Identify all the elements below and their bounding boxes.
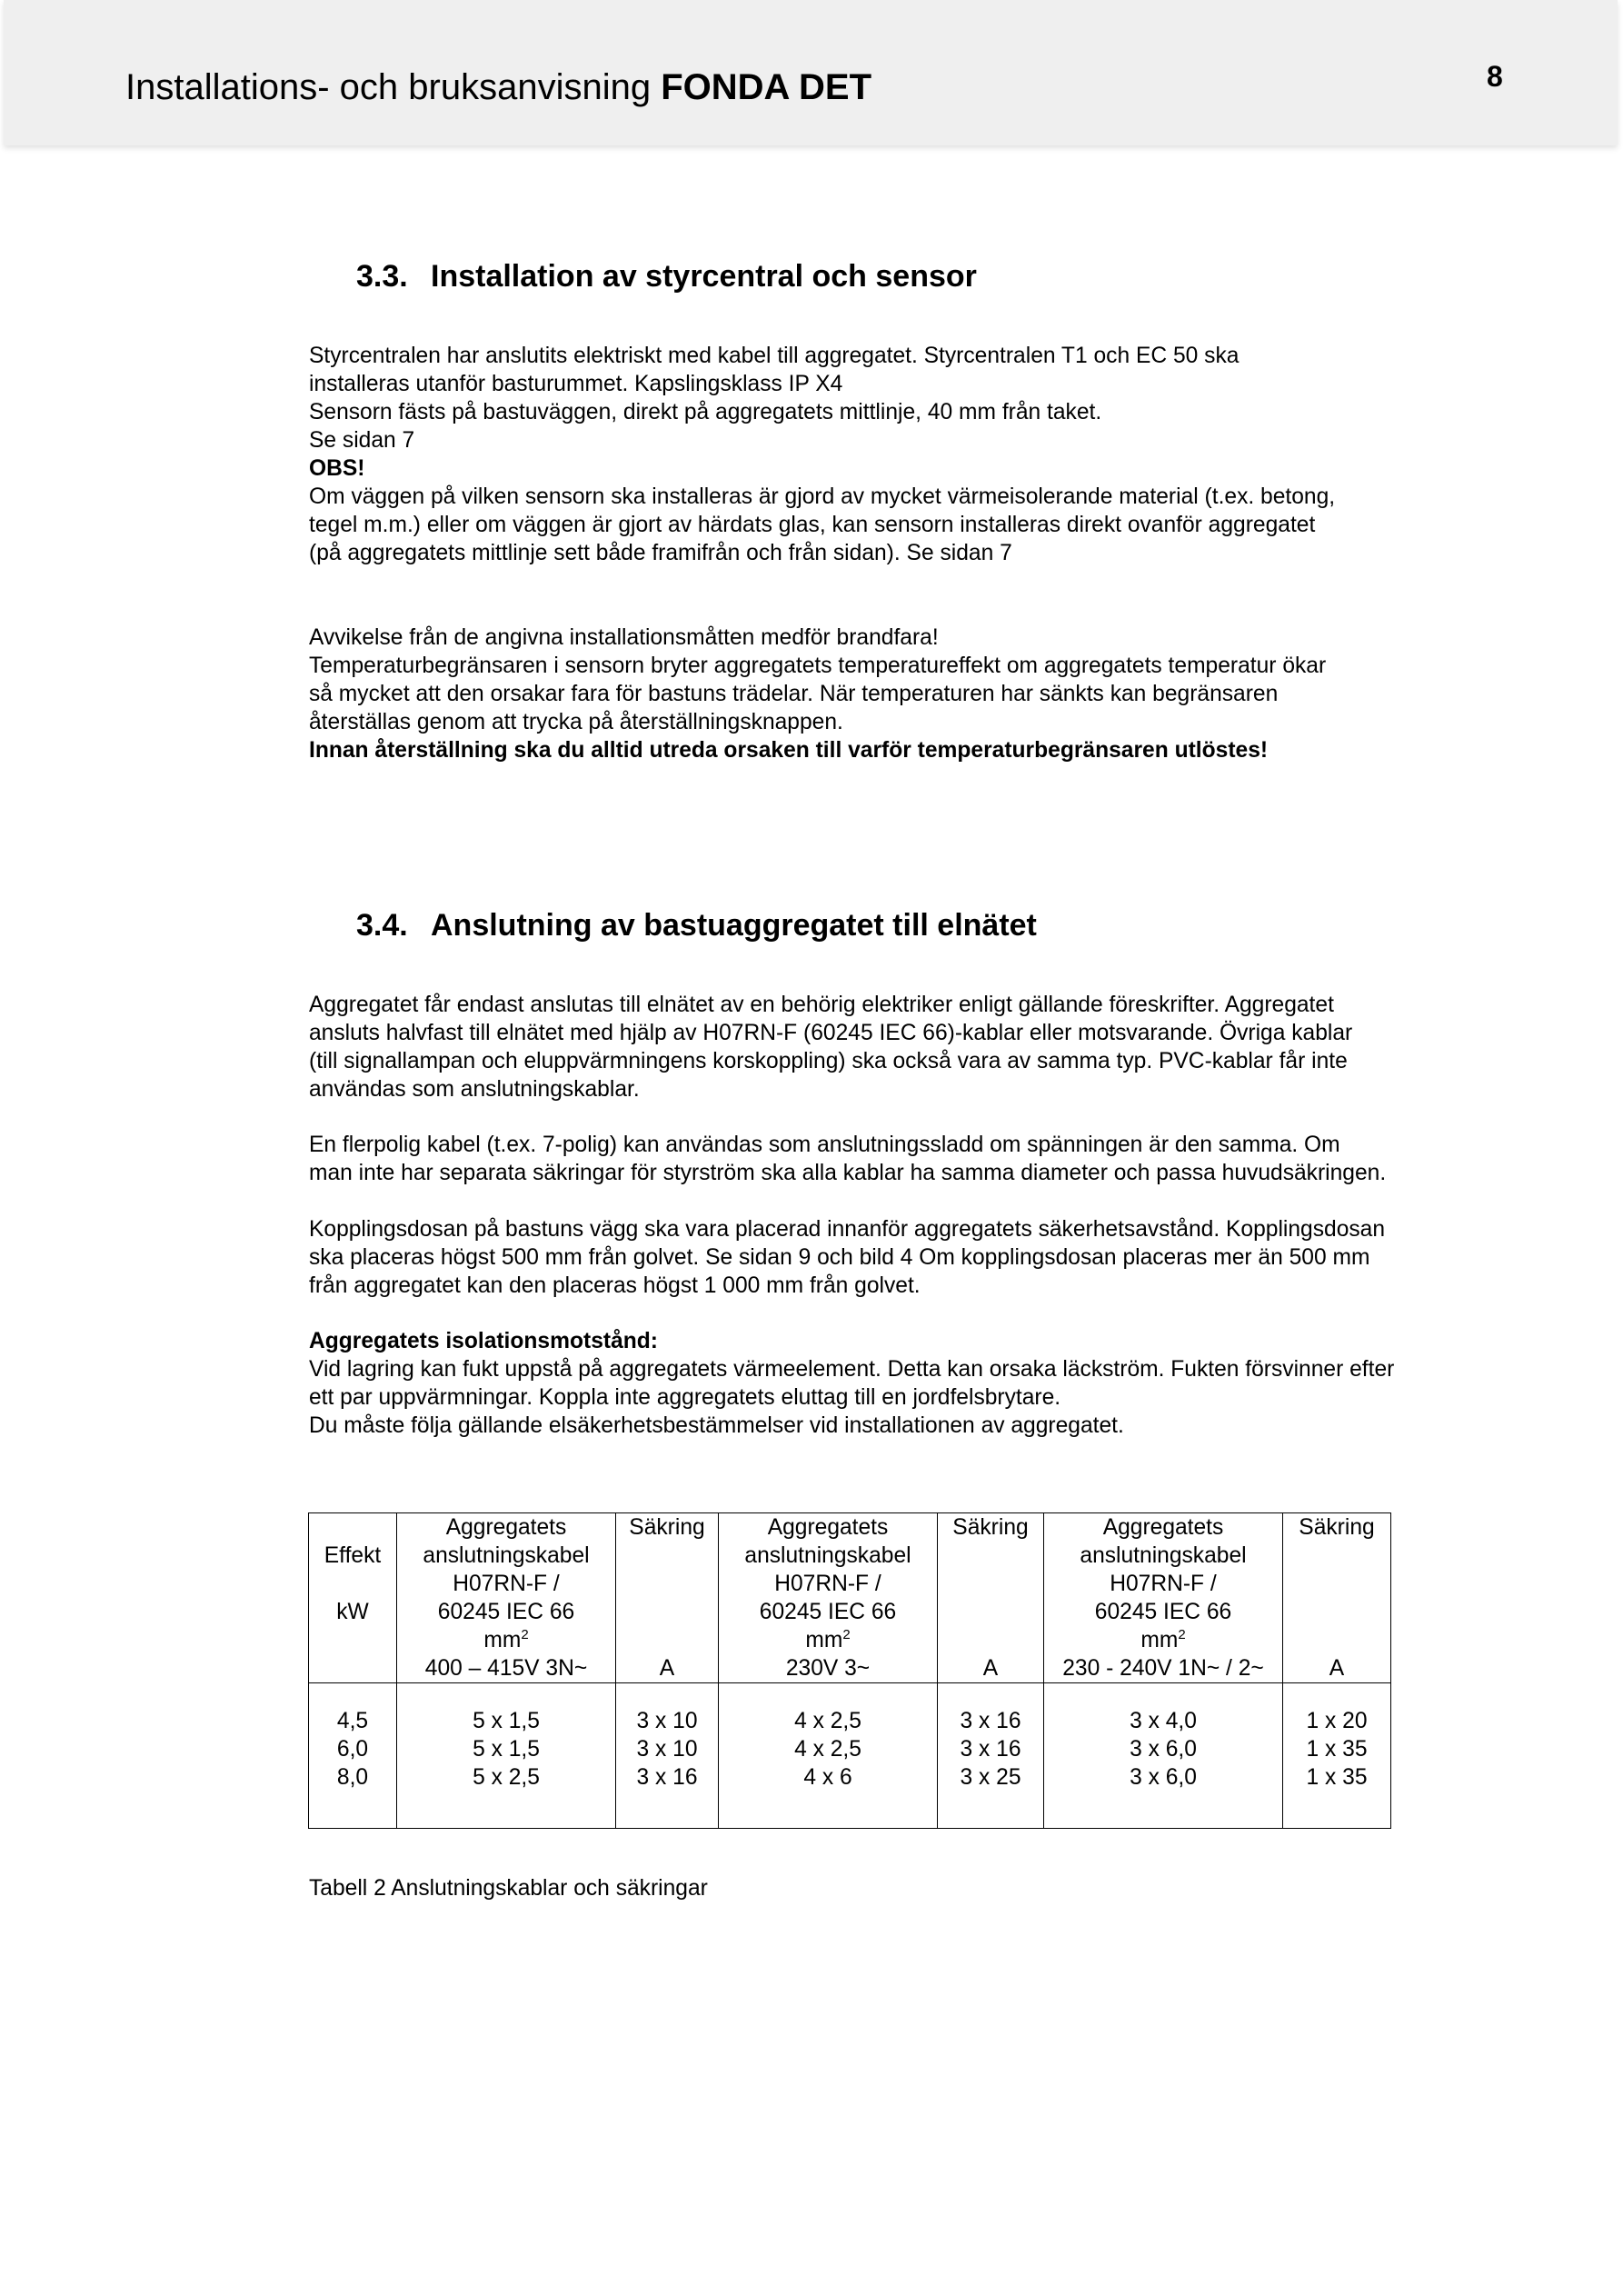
text-line: Kopplingsdosan på bastuns vägg ska vara placerad innanför aggregatets säkerhetsavstånd. Kopplingsdosan: [309, 1217, 1386, 1242]
header-text: mm: [805, 1628, 843, 1652]
text-line: ett par uppvärmningar. Koppla inte aggregatets eluttag till en jordfelsbrytare.: [309, 1385, 1061, 1410]
text-line: (till signallampan och eluppvärmningens korskoppling) ska också vara av samma typ. PVC-kablar får inte: [309, 1049, 1348, 1073]
title-normal: Installations- och bruksanvisning: [125, 67, 662, 107]
text-line: Du måste följa gällande elsäkerhetsbestämmelser vid installationen av aggregatet.: [309, 1413, 1124, 1438]
section-3-4-para3: [309, 1215, 1518, 1300]
section-3-3-warning: [309, 624, 1518, 764]
section-3-4-para1: [309, 991, 1518, 1103]
text-line: Styrcentralen har anslutits elektriskt med kabel till aggregatet. Styrcentralen T1 och EC 50 ska: [309, 344, 1240, 368]
header-kw-label: kW: [336, 1600, 369, 1624]
table-cell: 3 x 4,0: [1130, 1709, 1197, 1733]
text-line: Temperaturbegränsaren i sensorn bryter aggregatets temperatureffekt om aggregatets temperatur ökar: [309, 654, 1327, 678]
header-fuse-label: Säkring: [952, 1515, 1029, 1540]
text-line: tegel m.m.) eller om väggen är gjort av härdats glas, kan sensorn installeras direkt ovanför aggregatet: [309, 513, 1316, 537]
cable1-values: [397, 1683, 616, 1829]
header-text: H07RN-F /: [453, 1572, 560, 1596]
header-text: 60245 IEC 66: [759, 1600, 897, 1624]
cable2-values: [719, 1683, 938, 1829]
table-cell: 4,5: [336, 1709, 369, 1733]
text-line: ska placeras högst 500 mm från golvet. Se sidan 9 och bild 4 Om kopplingsdosan placeras mer än 500 mm: [309, 1245, 1370, 1270]
header-unit: [397, 1626, 615, 1654]
fuse3-values: [1283, 1683, 1391, 1829]
kw-values: [309, 1683, 397, 1829]
text-line: Sensorn fästs på bastuväggen, direkt på aggregatets mittlinje, 40 mm från taket.: [309, 400, 1102, 424]
table-cell: 3 x 16: [960, 1709, 1021, 1733]
header-fuse-3: [1283, 1513, 1391, 1683]
table-cell: 6,0: [336, 1737, 369, 1762]
section-3-3-heading: [356, 258, 977, 294]
section-number: 3.3.: [356, 259, 408, 294]
table-cell: 3 x 25: [960, 1765, 1021, 1790]
header-fuse-label: Säkring: [629, 1515, 705, 1540]
header-fuse-label: Säkring: [1299, 1515, 1375, 1540]
warning-bold: Innan återställning ska du alltid utreda orsaken till varför temperaturbegränsaren utlöstes!: [309, 738, 1269, 763]
header-voltage: 230 - 240V 1N~ / 2~: [1062, 1656, 1264, 1681]
header-unit: [1044, 1626, 1282, 1654]
fuse2-values: [938, 1683, 1044, 1829]
section-3-3-intro: [309, 342, 1518, 567]
section-3-4-isolation: [309, 1327, 1518, 1440]
page-number: 8: [1487, 60, 1503, 93]
text-line: En flerpolig kabel (t.ex. 7-polig) kan användas som anslutningssladd om spänningen är den samma. Om: [309, 1133, 1340, 1157]
page-header: [4, 0, 1618, 145]
header-fuse-unit: A: [1329, 1656, 1345, 1681]
text-line: användas som anslutningskablar.: [309, 1077, 640, 1102]
header-cable-1: [397, 1513, 616, 1683]
header-text: mm: [483, 1628, 522, 1652]
section-3-4-para2: [309, 1131, 1518, 1187]
header-text: mm: [1140, 1628, 1179, 1652]
table-header-row: [309, 1513, 1391, 1683]
table-cell: 1 x 20: [1306, 1709, 1368, 1733]
text-line: Avvikelse från de angivna installationsmåtten medför brandfara!: [309, 625, 939, 650]
header-effekt: [309, 1513, 397, 1683]
header-unit: [719, 1626, 937, 1654]
cable3-values: [1044, 1683, 1283, 1829]
table-caption: Tabell 2 Anslutningskablar och säkringar: [309, 1876, 708, 1901]
text-line: ansluts halvfast till elnätet med hjälp av H07RN-F (60245 IEC 66)-kablar eller motsvarande. Övriga kablar: [309, 1021, 1353, 1045]
text-line: Aggregatet får endast anslutas till elnätet av en behörig elektriker enligt gällande föreskrifter. Aggregatet: [309, 993, 1334, 1017]
header-fuse-unit: A: [659, 1656, 675, 1681]
header-text: anslutningskabel: [1080, 1543, 1247, 1568]
header-fuse-2: [938, 1513, 1044, 1683]
isolation-heading: Aggregatets isolationsmotstånd:: [309, 1329, 658, 1353]
table-cell: 8,0: [336, 1765, 369, 1790]
table-cell: 4 x 2,5: [794, 1709, 861, 1733]
header-voltage: 400 – 415V 3N~: [424, 1656, 588, 1681]
superscript: 2: [1178, 1626, 1186, 1642]
header-cable-3: [1044, 1513, 1283, 1683]
table-cell: 3 x 6,0: [1130, 1765, 1197, 1790]
text-line: man inte har separata säkringar för styrström ska alla kablar ha samma diameter och passa huvudsäkringen.: [309, 1161, 1387, 1185]
text-line: Se sidan 7: [309, 428, 415, 453]
header-fuse-1: [616, 1513, 719, 1683]
header-text: H07RN-F /: [774, 1572, 881, 1596]
table-cell: 3 x 10: [636, 1737, 698, 1762]
header-voltage: 230V 3~: [785, 1656, 871, 1681]
text-line: installeras utanför basturummet. Kapslingsklass IP X4: [309, 372, 843, 396]
superscript: 2: [521, 1626, 529, 1642]
table-cell: 5 x 2,5: [473, 1765, 540, 1790]
table-cell: 3 x 16: [636, 1765, 698, 1790]
header-text: anslutningskabel: [744, 1543, 911, 1568]
table-cell: 3 x 16: [960, 1737, 1021, 1762]
text-line: så mycket att den orsakar fara för bastuns trädelar. När temperaturen har sänkts kan begränsaren: [309, 682, 1279, 706]
fuse1-values: [616, 1683, 719, 1829]
table-data-row: [309, 1683, 1391, 1829]
table-cell: 5 x 1,5: [473, 1709, 540, 1733]
table-cell: 4 x 6: [803, 1765, 852, 1790]
section-title: Anslutning av bastuaggregatet till elnätet: [431, 908, 1037, 943]
cable-fuse-table: [308, 1512, 1391, 1829]
header-text: Aggregatets: [445, 1515, 567, 1540]
document-title: [125, 65, 871, 109]
text-line: Vid lagring kan fukt uppstå på aggregatets värmeelement. Detta kan orsaka läckström. Fukten försvinner efter: [309, 1357, 1395, 1382]
table-cell: 1 x 35: [1306, 1765, 1368, 1790]
title-bold: FONDA DET: [661, 67, 872, 107]
header-text: anslutningskabel: [423, 1543, 590, 1568]
text-line: från aggregatet kan den placeras högst 1 000 mm från golvet.: [309, 1273, 921, 1298]
header-text: H07RN-F /: [1110, 1572, 1217, 1596]
obs-label: OBS!: [309, 456, 365, 481]
section-title: Installation av styrcentral och sensor: [431, 259, 977, 294]
section-number: 3.4.: [356, 908, 408, 943]
text-line: återställas genom att trycka på återställningsknappen.: [309, 710, 843, 734]
table-cell: 4 x 2,5: [794, 1737, 861, 1762]
header-text: Aggregatets: [1102, 1515, 1224, 1540]
text-line: Om väggen på vilken sensorn ska installeras är gjord av mycket värmeisolerande material (t.ex. betong,: [309, 484, 1336, 509]
header-text: 60245 IEC 66: [437, 1600, 575, 1624]
table-cell: 3 x 10: [636, 1709, 698, 1733]
header-text: 60245 IEC 66: [1094, 1600, 1232, 1624]
header-text: Aggregatets: [767, 1515, 889, 1540]
superscript: 2: [842, 1626, 851, 1642]
table-cell: 5 x 1,5: [473, 1737, 540, 1762]
section-3-4-heading: [356, 907, 1037, 943]
header-effekt-label: Effekt: [324, 1543, 382, 1568]
table-cell: 3 x 6,0: [1130, 1737, 1197, 1762]
text-line: (på aggregatets mittlinje sett både framifrån och från sidan). Se sidan 7: [309, 541, 1012, 565]
header-cable-2: [719, 1513, 938, 1683]
table-cell: 1 x 35: [1306, 1737, 1368, 1762]
header-fuse-unit: A: [982, 1656, 999, 1681]
